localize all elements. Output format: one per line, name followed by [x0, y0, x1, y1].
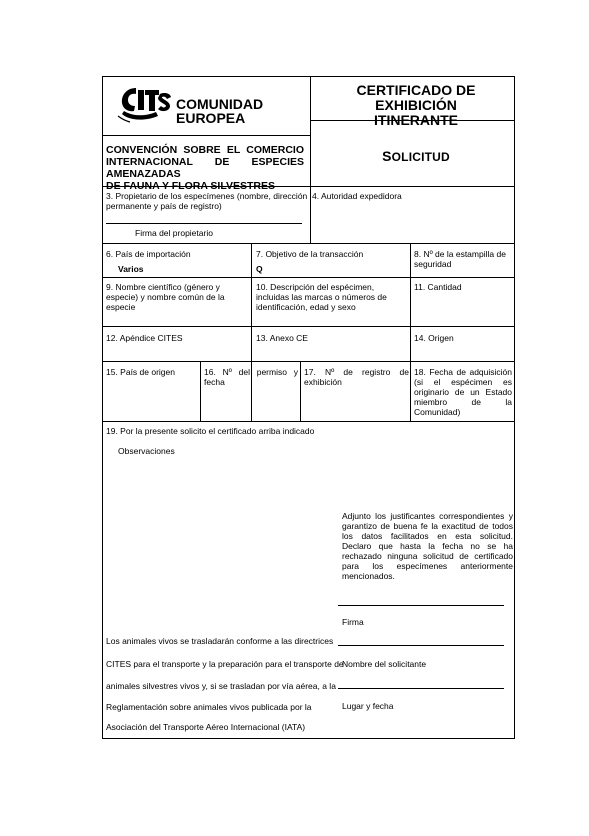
org-name-line1: COMUNIDAD	[176, 96, 264, 112]
field-3-label: 3. Propietario de los especímenes (nombre, dirección permanente y país de registro)	[106, 191, 308, 211]
field-17-label: 17. Nº de registro de exhibición	[304, 367, 409, 387]
org-name-line2: EUROPEA	[176, 110, 246, 126]
divider	[102, 361, 515, 362]
divider	[200, 361, 201, 421]
footer-note-line: Reglamentación sobre animales vivos publicada por la	[106, 702, 312, 712]
field-16-label: 16. Nº del permiso y fecha	[204, 367, 298, 387]
divider	[251, 243, 252, 421]
convention-line1: CONVENCIÓN SOBRE EL COMERCIO	[106, 144, 304, 156]
divider	[300, 361, 301, 421]
form-type-rest: OLICITUD	[391, 150, 450, 164]
field-13-label: 13. Anexo CE	[256, 333, 308, 343]
form-type	[318, 148, 514, 164]
footer-note-line: Asociación del Transporte Aéreo Internacional (IATA)	[106, 722, 306, 732]
nombre-solicitante-label: Nombre del solicitante	[342, 659, 427, 669]
field-10-label: 10. Descripción del espécimen, incluidas las marcas o números de identificación, edad y sexo	[256, 282, 387, 312]
form-type-initial: S	[382, 148, 392, 164]
signature-line	[338, 645, 504, 646]
observaciones-label: Observaciones	[118, 446, 175, 456]
divider	[102, 135, 310, 136]
footer-note-line: CITES para el transporte y la preparación para el transporte de	[106, 659, 344, 669]
divider	[102, 243, 515, 244]
field-15-label: 15. País de origen	[106, 367, 175, 377]
divider	[410, 243, 411, 421]
footer-note-line: Los animales vivos se trasladarán conforme a las directrices	[106, 636, 334, 646]
certificate-title-line2: ITINERANTE	[374, 112, 458, 128]
field-4-label: 4. Autoridad expedidora	[312, 191, 402, 201]
field-9-label: 9. Nombre científico (género y especie) y nombre común de la especie	[106, 282, 225, 312]
lugar-fecha-label: Lugar y fecha	[342, 701, 394, 711]
declaration-text: Adjunto los justificantes correspondientes y garantizo de buena fe la exactitud de todos los datos facilitados en esta solicitud. Declaro que hasta la fecha no se ha rechazado ninguna solicitud de certificado para los especímenes anteriormente mencionados.	[342, 511, 513, 581]
field-19-label: 19. Por la presente solicito el certificado arriba indicado	[106, 426, 315, 436]
field-14-label: 14. Origen	[414, 333, 454, 343]
footer-note-line: animales silvestres vivos y, si se trasladan por vía aérea, a la	[106, 681, 336, 691]
divider	[102, 326, 515, 327]
convention-line2: INTERNACIONAL DE ESPECIES AMENAZADAS	[106, 156, 304, 180]
signature-line	[106, 223, 302, 224]
field-7-value: Q	[256, 264, 263, 274]
firma-label: Firma	[342, 617, 364, 627]
field-3-signature-label: Firma del propietario	[135, 228, 213, 238]
signature-line	[338, 688, 504, 689]
certificate-title	[318, 83, 514, 128]
divider	[102, 277, 515, 278]
convention-title	[106, 144, 304, 192]
convention-line3: DE FAUNA Y FLORA SILVESTRES	[106, 180, 275, 192]
divider	[102, 421, 515, 422]
field-6-label: 6. País de importación	[106, 249, 191, 259]
cites-logo	[114, 84, 174, 124]
field-8-label: 8. Nº de la estampilla de seguridad	[414, 249, 506, 269]
field-12-label: 12. Apéndice CITES	[106, 333, 183, 343]
field-18-label: 18. Fecha de adquisición (si el espécimen es originario de un Estado miembro de la Comunidad)	[414, 367, 512, 417]
signature-line	[338, 605, 504, 606]
field-7-label: 7. Objetivo de la transacción	[256, 249, 364, 259]
field-11-label: 11. Cantidad	[414, 282, 462, 292]
certificate-title-line1: CERTIFICADO DE EXHIBICIÓN	[356, 82, 476, 113]
divider	[310, 76, 311, 243]
field-6-value: Varios	[118, 264, 144, 274]
